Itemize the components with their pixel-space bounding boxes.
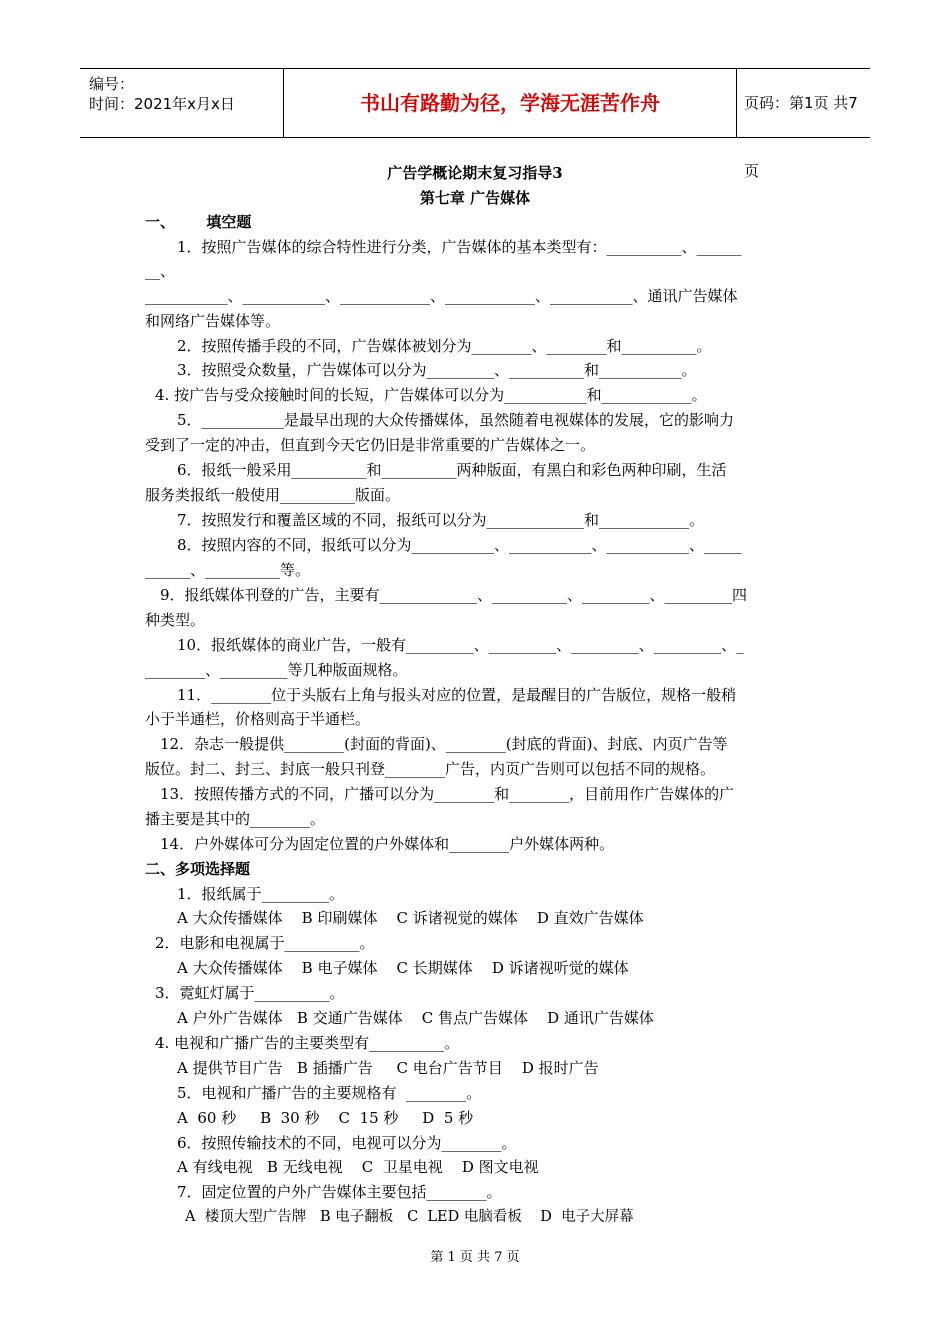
q8-line-2: ______、__________等。 — [145, 561, 311, 579]
section-heading-fill-blank: 一、 填空题 — [145, 213, 252, 231]
q5-line-2: 受到了一定的冲击，但直到今天它仍旧是非常重要的广告媒体之一。 — [145, 436, 596, 454]
mc6-question: 6．按照传输技术的不同，电视可以分为________。 — [177, 1134, 517, 1152]
q10-line-1: 10．报纸媒体的商业广告，一般有_________、_________、_________、_________、_ — [177, 636, 744, 654]
q10-line-2: ________、_________等几种版面规格。 — [145, 661, 408, 679]
q8-line-1: 8．按照内容的不同，报纸可以分为___________、___________、___________、_____ — [177, 536, 742, 554]
mc4-question: 4. 电视和广播广告的主要类型有__________。 — [155, 1034, 460, 1052]
mc1-options: A 大众传播媒体 B 印刷媒体 C 诉诸视觉的媒体 D 直效广告媒体 — [177, 909, 644, 927]
q7-line: 7．按照发行和覆盖区域的不同，报纸可以分为_____________和____________。 — [177, 511, 705, 529]
q4-line: 4. 按广告与受众接触时间的长短，广告媒体可以分为___________和____________。 — [155, 386, 707, 404]
q12-line-2: 版位。封二、封三、封底一般只刊登________广告，内页广告则可以包括不同的规格。 — [145, 760, 716, 778]
q9-line-1: 9．报纸媒体刊登的广告，主要有_____________、__________、_________、_________四 — [160, 586, 748, 604]
section-heading-multiple-choice: 二、多项选择题 — [145, 860, 251, 878]
q1-line-4: 和网络广告媒体等。 — [145, 312, 281, 330]
q3-line: 3．按照受众数量，广告媒体可以分为_________、__________和___________。 — [177, 361, 697, 379]
q9-line-2: 种类型。 — [145, 611, 206, 629]
q11-line-1: 11．________位于头版右上角与报头对应的位置，是最醒目的广告版位，规格一般稍 — [177, 686, 737, 704]
mc5-options: A 60 秒 B 30 秒 C 15 秒 D 5 秒 — [177, 1109, 474, 1127]
header-meta-cell — [80, 69, 283, 137]
mc6-options: A 有线电视 B 无线电视 C 卫星电视 D 图文电视 — [177, 1158, 539, 1176]
mc3-options: A 户外广告媒体 B 交通广告媒体 C 售点广告媒体 D 通讯广告媒体 — [177, 1009, 654, 1027]
mc2-question: 2．电影和电视属于__________。 — [155, 934, 375, 952]
date-label: 时间：2021年x月x日 — [89, 95, 235, 113]
chapter-title: 第七章 广告媒体 — [419, 189, 531, 207]
mc4-options: A 提供节目广告 B 插播广告 C 电台广告节目 D 报时广告 — [177, 1059, 599, 1077]
mc7-options: A 楼顶大型广告牌 B 电子翻板 C LED 电脑看板 D 电子大屏幕 — [185, 1209, 634, 1225]
q11-line-2: 小于半通栏，价格则高于半通栏。 — [145, 710, 371, 728]
page-info: 页码：第1页 共7页 — [744, 94, 858, 180]
q13-line-2: 播主要是其中的________。 — [145, 810, 326, 828]
q12-line-1: 12．杂志一般提供________(封面的背面)、________(封底的背面)、封底、内页广告等 — [160, 735, 728, 753]
motto: 书山有路勤为径，学海无涯苦作舟 — [283, 69, 737, 137]
page-footer: 第 1 页 共 7 页 — [430, 1250, 520, 1265]
mc5-question: 5．电视和广播广告的主要规格有 ________。 — [177, 1084, 482, 1102]
doc-title: 广告学概论期末复习指导3 — [387, 164, 563, 182]
mc2-options: A 大众传播媒体 B 电子媒体 C 长期媒体 D 诉诸视听觉的媒体 — [177, 959, 629, 977]
q14-line: 14．户外媒体可分为固定位置的户外媒体和________户外媒体两种。 — [160, 835, 615, 853]
mc3-question: 3．霓虹灯属于__________。 — [155, 984, 345, 1002]
q1-line-3: ___________、___________、____________、____________、___________、通讯广告媒体 — [145, 287, 738, 305]
q2-line: 2．按照传播手段的不同，广告媒体被划分为________、________和__________。 — [177, 337, 712, 355]
q6-line-2: 服务类报纸一般使用__________版面。 — [145, 486, 401, 504]
q1-line-2: __、 — [145, 262, 176, 280]
q5-line-1: 5．___________是最早出现的大众传播媒体，虽然随着电视媒体的发展，它的影响力 — [177, 411, 735, 429]
mc7-question: 7．固定位置的户外广告媒体主要包括________。 — [177, 1183, 502, 1201]
mc1-question: 1．报纸属于_________。 — [177, 885, 345, 903]
q1-line-1: 1．按照广告媒体的综合特性进行分类，广告媒体的基本类型有：__________、______ — [177, 238, 742, 256]
q13-line-1: 13．按照传播方式的不同，广播可以分为________和________，目前用作广告媒体的广 — [160, 785, 735, 803]
q6-line-1: 6．报纸一般采用__________和__________两种版面，有黑白和彩色两种印刷，生活 — [177, 461, 727, 479]
number-label: 编号： — [89, 75, 135, 93]
